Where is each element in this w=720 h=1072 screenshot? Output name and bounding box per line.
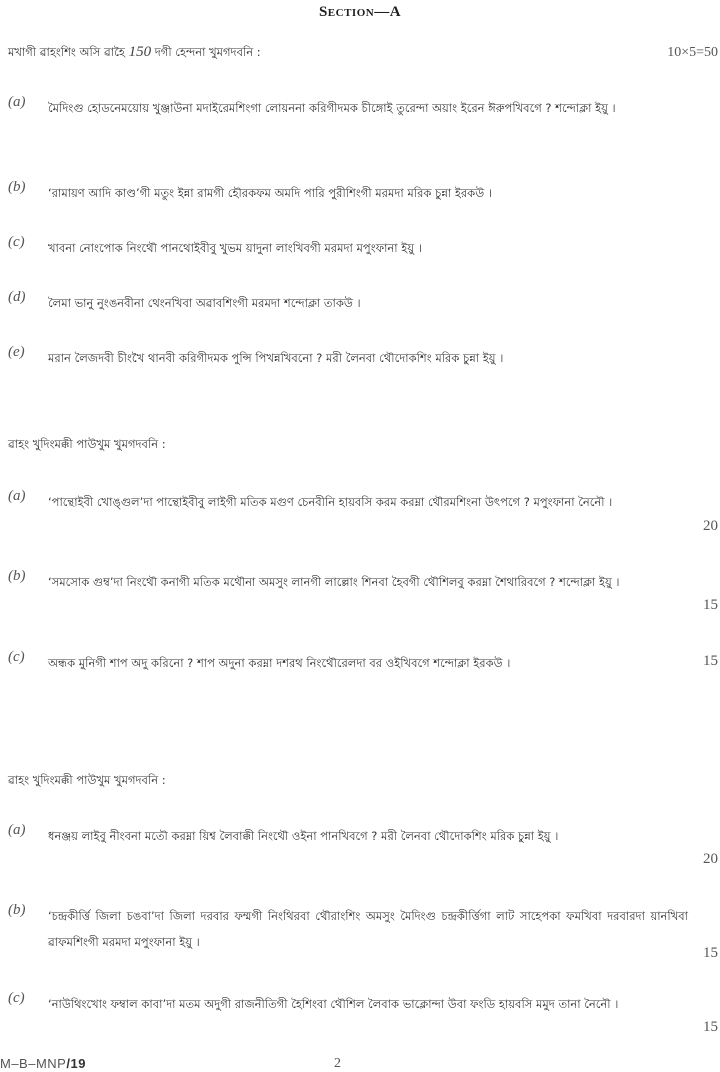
question-text: ‘সমসোক গুম্ব’দা নিংথৌ কনাগী মতিক মথৌনা অমসুং লানগী লাল্লোং শিনবা হৈবগী থৌশিলবু করম্না শৈথারিবগে ? শন্দোক্লা ইয়ু । (48, 575, 620, 589)
question-label: (a) (8, 94, 26, 110)
question-3a-mark: 20 (703, 851, 718, 867)
question-label: (e) (8, 344, 25, 360)
question-text: লৈমা ভানু নুংঙনবীনা থেংনখিবা অৱাবশিংগী মরমদা শন্দোক্লা তাকউ । (48, 296, 361, 310)
paper-code (0, 1056, 86, 1071)
question-text: ‘নাউথিংখোং ফম্বাল কাবা’দা মতম অদুগী রাজনীতিগী হৈশিংবা থৌশিল লৈবাক ভাক্লোন্দা উবা ফংডি হায়বসি মমুদ তানা নৈনৌ । (48, 997, 619, 1011)
question-text: ‘চন্দ্রকীর্ত্তি জিলা চঙবা’দা জিলা দরবার ফম্মগী নিংথিরবা থৌরাংশিং অমসুং মৈদিংগু চন্দ্রকীর্ত্তিগা লাট সাহেপকা ফমখিবা দরবারদা য়ানখিবা ৱাফমশিংগী মরমদা মপুংফানা ইয়ু । (48, 909, 688, 949)
question-3c-mark: 15 (703, 1019, 718, 1035)
question-text: মৈদিংগু হোডনেময়োয় খুঞ্জাউনা মদাইরেমশিংগা লোয়ননা করিগীদমক চীঙ্গোই তুরেন্দা অয়াং ইরেন ঈরুপখিবগে ? শন্দোক্লা ইয়ু । (48, 101, 616, 115)
question-text: ধনঞ্জয় লাইবু নীংবনা মতৌ করম্না য়িশ্ব লৈবাক্কী নিংথৌ ওইনা পানখিবগে ? মরী লৈনবা থৌদোকশিং মরিক চুন্না ইয়ু । (48, 829, 559, 843)
part1-instruction-number: 150 (128, 44, 152, 60)
question-2a-mark: 20 (703, 518, 718, 534)
paper-code-prefix: M–B–MNP (0, 1056, 67, 1071)
part1-instruction (8, 43, 261, 61)
part1-marks: 10×5=50 (667, 45, 718, 60)
question-label: (d) (8, 289, 26, 305)
question-label: (c) (8, 234, 25, 250)
part1-instruction-post: দগী হেন্দনা খুমগদবনি : (154, 45, 261, 59)
question-label: (b) (8, 179, 26, 195)
question-2b-mark: 15 (703, 597, 718, 613)
question-label: (a) (8, 488, 26, 504)
question-label: (a) (8, 822, 26, 838)
part1-instruction-pre: মখাগী ৱাহংশিং অসি ৱাহৈ (8, 45, 125, 59)
part2-instruction: ৱাহং খুদিংমক্কী পাউখুম খুমগদবনি : (8, 437, 166, 451)
section-title: Section—A (318, 4, 402, 20)
question-text: ‘পান্থোইবী খোঙ্গুল’দা পান্থোইবীবু লাইগী মতিক মগুণ চেনবীনি হায়বসি করম করম্না থৌরমশিংনা উৎপগে ? মপুংফানা নৈনৌ । (48, 495, 613, 509)
part3-instruction: ৱাহং খুদিংমক্কী পাউখুম খুমগদবনি : (8, 773, 166, 787)
question-label: (c) (8, 649, 25, 665)
question-text: খাবনা নোংপোক নিংথৌ পানথোইবীবু খুভম য়াদুনা লাংখিবগী মরমদা মপুংফানা ইয়ু । (48, 241, 422, 255)
question-label: (c) (8, 990, 25, 1006)
question-2c-mark: 15 (703, 653, 718, 669)
question-text: মরান লৈজদবী চীংখৈ থানবী করিগীদমক পুন্সি পিখন্নখিবনো ? মরী লৈনবা থৌদোকশিং মরিক চুন্না ইয়ু । (48, 351, 504, 365)
page-number: 2 (334, 1056, 341, 1071)
question-text: অন্ধক মুনিগী শাপ অদু করিনো ? শাপ অদুনা করম্না দশরথ নিংথৌরেলদা বর ওইখিবগে শন্দোক্লা ইরকউ । (48, 656, 511, 670)
question-label: (b) (8, 568, 26, 584)
question-3b-mark: 15 (703, 945, 718, 961)
paper-code-suffix: /19 (66, 1056, 86, 1071)
question-label: (b) (8, 902, 26, 918)
question-text: ‘রামায়ণ আদি কাণ্ড’গী মতুং ইন্না রামগী হৌরকফম অমদি পারি পুরীশিংগী মরমদা মরিক চুন্না ইরকউ । (48, 186, 492, 200)
